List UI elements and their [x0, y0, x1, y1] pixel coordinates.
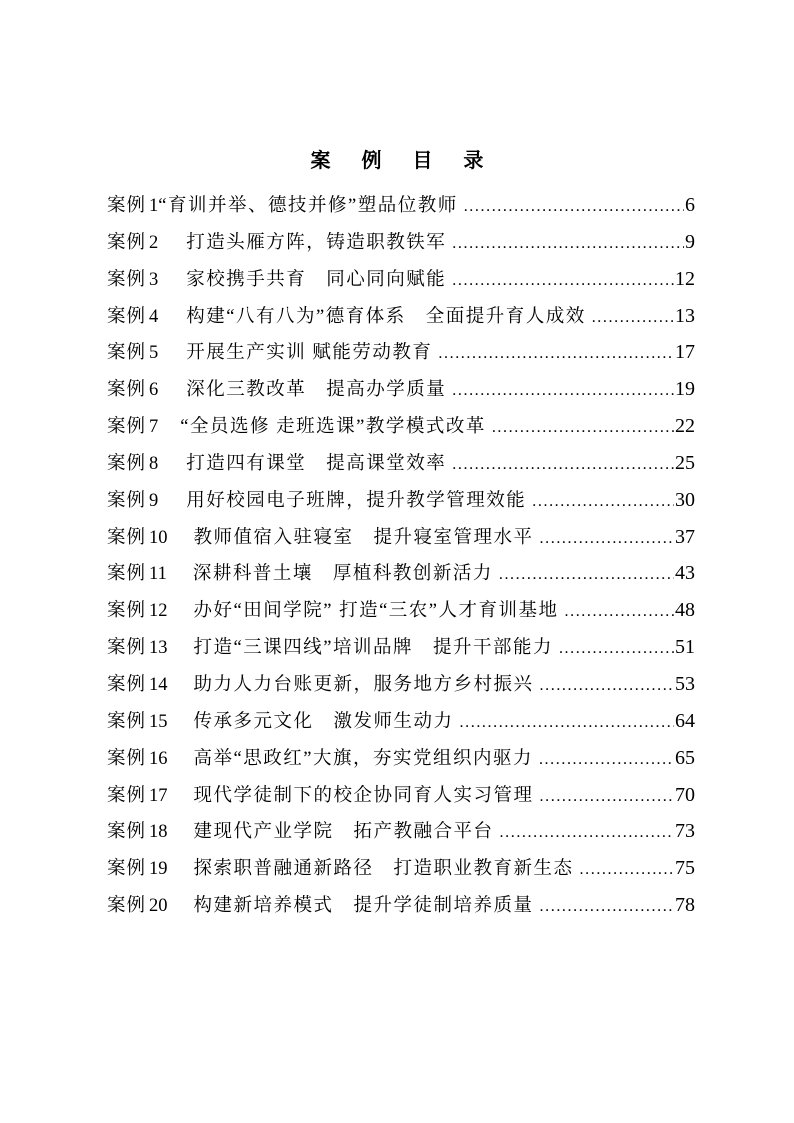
case-number: 19: [149, 859, 168, 880]
page-number: 12: [675, 267, 695, 290]
case-number: 2: [149, 232, 159, 253]
case-prefix: 案例: [107, 711, 147, 732]
case-title: 建现代产业学院 拓产教融合平台: [193, 822, 494, 843]
page-number: 17: [675, 341, 695, 364]
toc-entry-19[interactable]: [107, 853, 695, 890]
case-number: 11: [149, 564, 167, 585]
case-number: 15: [149, 711, 168, 732]
table-of-contents: [107, 190, 695, 927]
case-title: “育训并举、德技并修”塑品位教师: [158, 196, 458, 216]
case-title: 探索职普融通新路径 打造职业教育新生态: [193, 859, 574, 880]
dot-leader: [464, 192, 684, 222]
case-label: [107, 302, 158, 332]
case-title: 家校携手共育 同心同向赋能: [186, 269, 447, 290]
case-number: 10: [149, 527, 168, 548]
dot-leader: [580, 855, 674, 885]
page-number: 48: [675, 599, 695, 622]
case-prefix: 案例: [107, 638, 147, 659]
case-prefix: 案例: [107, 490, 147, 511]
case-title: 深化三教改革 提高办学质量: [186, 380, 447, 401]
page-number: 37: [675, 525, 695, 548]
case-title: 深耕科普土壤 厚植科教创新活力: [192, 564, 493, 585]
case-prefix: 案例: [107, 380, 147, 401]
toc-entry-6[interactable]: [107, 374, 695, 411]
case-prefix: 案例: [107, 896, 147, 917]
dot-leader: [460, 708, 674, 738]
case-title: 构建新培养模式 提升学徒制培养质量: [193, 896, 534, 917]
case-title: 现代学徒制下的校企协同育人实习管理: [193, 785, 534, 806]
case-label: [107, 486, 158, 516]
dot-leader: [438, 339, 674, 369]
dot-leader: [500, 818, 674, 848]
case-prefix: 案例: [107, 785, 147, 806]
page-number: 9: [685, 230, 695, 253]
case-number: 17: [149, 785, 168, 806]
case-label: [107, 228, 158, 258]
toc-entry-20[interactable]: [107, 890, 695, 927]
case-prefix: 案例: [107, 748, 147, 769]
toc-entry-1[interactable]: [107, 190, 695, 227]
toc-entry-12[interactable]: [107, 595, 695, 632]
dot-leader: [492, 413, 674, 443]
dot-leader: [540, 671, 674, 701]
page-number: 6: [685, 194, 695, 216]
case-title: 打造“三课四线”培训品牌 提升干部能力: [193, 638, 553, 659]
case-title: 打造四有课堂 提高课堂效率: [186, 453, 447, 474]
dot-leader: [592, 303, 674, 333]
dot-leader: [452, 266, 674, 296]
case-prefix: 案例: [107, 859, 147, 880]
case-label: [107, 596, 168, 626]
case-label: [107, 854, 168, 884]
page-number: 43: [675, 562, 695, 585]
toc-entry-17[interactable]: [107, 780, 695, 817]
case-label: [107, 817, 168, 847]
case-number: 8: [149, 453, 159, 474]
case-title: 打造头雁方阵，铸造职教铁军: [186, 232, 447, 253]
dot-leader: [540, 782, 674, 812]
dot-leader: [539, 745, 674, 775]
case-prefix: 案例: [107, 674, 147, 695]
case-prefix: 案例: [107, 196, 147, 216]
page-number: 51: [675, 636, 695, 659]
toc-entry-3[interactable]: [107, 264, 695, 301]
case-number: 9: [149, 490, 159, 511]
case-label: [107, 744, 168, 774]
dot-leader: [452, 376, 674, 406]
case-title: 办好“田间学院” 打造“三农”人才育训基地: [193, 601, 559, 622]
toc-entry-18[interactable]: [107, 816, 695, 853]
case-title: 助力人力台账更新，服务地方乡村振兴: [193, 674, 534, 695]
toc-entry-14[interactable]: [107, 669, 695, 706]
toc-entry-7[interactable]: [107, 411, 695, 448]
case-label: [107, 781, 168, 811]
case-label: [107, 449, 158, 479]
case-number: 14: [149, 674, 168, 695]
page-number: 25: [675, 451, 695, 474]
page-number: 53: [675, 672, 695, 695]
dot-leader: [540, 892, 674, 922]
case-title: 高举“思政红”大旗，夯实党组织内驱力: [193, 748, 533, 769]
case-title: 教师值宿入驻寝室 提升寝室管理水平: [193, 527, 534, 548]
case-number: 12: [149, 601, 168, 622]
toc-entry-8[interactable]: [107, 448, 695, 485]
dot-leader: [540, 524, 674, 554]
case-label: [107, 559, 167, 589]
case-number: 6: [149, 380, 159, 401]
page-number: 30: [675, 488, 695, 511]
page-number: 19: [675, 378, 695, 401]
case-prefix: 案例: [107, 564, 147, 585]
case-prefix: 案例: [107, 453, 147, 474]
case-title: “全员选修 走班选课”教学模式改革: [180, 417, 486, 438]
case-title: 用好校园电子班牌，提升教学管理效能: [186, 490, 527, 511]
case-number: 5: [149, 343, 159, 364]
dot-leader: [565, 597, 675, 627]
page-number: 64: [675, 709, 695, 732]
case-prefix: 案例: [107, 232, 147, 253]
case-number: 18: [149, 822, 168, 843]
case-number: 3: [149, 269, 159, 290]
page-title: 案 例 目 录: [310, 148, 496, 172]
case-prefix: 案例: [107, 527, 147, 548]
case-label: [107, 191, 158, 221]
toc-entry-11[interactable]: [107, 558, 695, 595]
toc-entry-16[interactable]: [107, 743, 695, 780]
case-label: [107, 707, 168, 737]
case-label: [107, 375, 158, 405]
case-prefix: 案例: [107, 269, 147, 290]
page-number: 13: [675, 304, 695, 327]
case-label: [107, 670, 168, 700]
case-number: 1: [149, 196, 159, 216]
page-number: 22: [675, 415, 695, 438]
case-title: 传承多元文化 激发师生动力: [193, 711, 454, 732]
toc-entry-15[interactable]: [107, 706, 695, 743]
case-label: [107, 265, 158, 295]
case-label: [107, 523, 168, 553]
toc-entry-4[interactable]: [107, 301, 695, 338]
case-label: [107, 891, 168, 921]
dot-leader: [559, 634, 674, 664]
case-prefix: 案例: [107, 306, 147, 327]
toc-entry-9[interactable]: [107, 485, 695, 522]
page-number: 75: [675, 857, 695, 880]
page-number: 70: [675, 783, 695, 806]
case-number: 7: [149, 417, 159, 438]
case-number: 13: [149, 638, 168, 659]
case-prefix: 案例: [107, 822, 147, 843]
dot-leader: [532, 487, 674, 517]
toc-entry-5[interactable]: [107, 337, 695, 374]
case-label: [107, 412, 158, 442]
case-title: 开展生产实训 赋能劳动教育: [186, 343, 433, 364]
dot-leader: [452, 229, 684, 259]
case-number: 20: [149, 896, 168, 917]
case-prefix: 案例: [107, 601, 147, 622]
case-number: 16: [149, 748, 168, 769]
case-prefix: 案例: [107, 417, 147, 438]
page-number: 65: [675, 746, 695, 769]
toc-entry-10[interactable]: [107, 522, 695, 559]
page-number: 78: [675, 894, 695, 917]
page-number: 73: [675, 820, 695, 843]
dot-leader: [499, 560, 674, 590]
toc-entry-2[interactable]: [107, 227, 695, 264]
case-label: [107, 338, 158, 368]
toc-entry-13[interactable]: [107, 632, 695, 669]
case-label: [107, 633, 168, 663]
dot-leader: [452, 450, 674, 480]
case-prefix: 案例: [107, 343, 147, 364]
case-number: 4: [149, 306, 159, 327]
case-title: 构建“八有八为”德育体系 全面提升育人成效: [186, 306, 586, 327]
